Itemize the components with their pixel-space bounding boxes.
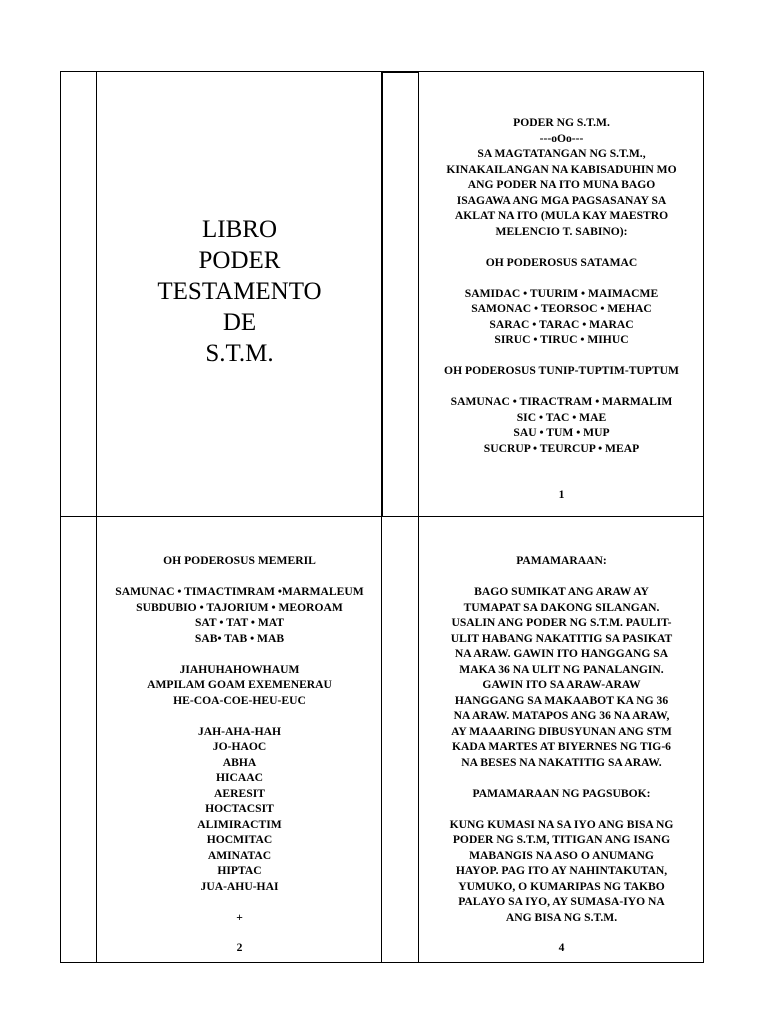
margin-rule-center-heavy (382, 71, 383, 517)
text-line: BAGO SUMIKAT ANG ARAW AY (474, 585, 649, 598)
title-panel (97, 214, 382, 369)
text-line: SUBDUBIO • TAJORIUM • MEOROAM (136, 600, 343, 614)
title-line: LIBRO (202, 216, 277, 243)
page-4-panel (419, 553, 704, 925)
title-line: S.T.M. (205, 340, 274, 367)
middle-rule (60, 516, 704, 517)
text-line: HAYOP. PAG ITO AY NAHINTAKUTAN, (455, 864, 668, 877)
text-line: ABHA (222, 755, 257, 769)
page-number-1: 1 (558, 488, 565, 501)
text-line: HANGGANG SA MAKAABOT KA NG 36 (454, 693, 669, 707)
text-line: HOCTACSIT (205, 802, 274, 815)
text-line: JUA-AHU-HAI (200, 879, 279, 893)
text-line: ULIT HABANG NAKATITIG SA PASIKAT (450, 631, 673, 645)
text-line: PALAYO SA IYO, AY SUMASA-IYO NA (458, 895, 665, 908)
text-line: NA ARAW. MATAPOS ANG 36 NA ARAW, (453, 709, 670, 722)
text-line: KADA MARTES AT BIYERNES NG TIG-6 (452, 740, 671, 753)
text-line: ANG PODER NA ITO MUNA BAGO (467, 178, 656, 191)
text-line: SAMUNAC • TIRACTRAM • MARMALIM (450, 395, 673, 408)
text-line: OH PODEROSUS MEMERIL (163, 554, 316, 567)
text-line: TUMAPAT SA DAKONG SILANGAN. (463, 600, 660, 614)
text-line: USALIN ANG PODER NG S.T.M. PAULIT- (451, 616, 672, 629)
text-line: ISAGAWA ANG MGA PAGSASANAY SA (456, 193, 667, 207)
text-line: KINAKAILANGAN NA KABISADUHIN MO (446, 162, 677, 176)
text-line: SAT • TAT • MAT (194, 616, 285, 629)
text-line: AMINATAC (207, 848, 272, 862)
text-line: SAMUNAC • TIMACTIMRAM •MARMALEUM (115, 585, 364, 598)
text-line: AY MAAARING DIBUSYUNAN ANG STM (451, 724, 672, 738)
text-line: SA MAGTATANGAN NG S.T.M., (477, 147, 646, 160)
text-line: GAWIN ITO SA ARAW-ARAW (482, 678, 641, 691)
text-line: JIAHUHAHOWHAUM (179, 662, 300, 676)
cross-mark: + (236, 910, 243, 924)
text-line: PAMAMARAAN: (516, 554, 607, 567)
title-line: PODER (198, 247, 281, 274)
text-line: SAU • TUM • MUP (513, 426, 610, 439)
text-line: PODER NG S.T.M. (513, 116, 610, 129)
text-line: HICAAC (215, 771, 264, 784)
text-line: MAKA 36 NA ULIT NG PANALANGIN. (459, 662, 664, 676)
page-number-2: 2 (236, 941, 243, 954)
page-number-4: 4 (558, 941, 565, 954)
text-line: ANG BISA NG S.T.M. (505, 910, 618, 924)
text-line: PAMAMARAAN NG PAGSUBOK: (472, 786, 651, 800)
text-line: PODER NG S.T.M, TITIGAN ANG ISANG (452, 833, 671, 846)
page-2-panel (97, 553, 382, 925)
text-line: AMPILAM GOAM EXEMENERAU (147, 678, 332, 691)
title-line: DE (222, 309, 257, 336)
text-line: JO-HAOC (212, 740, 267, 753)
text-line: HIPTAC (217, 864, 262, 877)
text-line: HOCMITAC (206, 833, 273, 846)
text-line: SIC • TAC • MAE (516, 410, 607, 424)
text-line: MELENCIO T. SABINO): (495, 224, 628, 238)
text-line: JAH-AHA-HAH (197, 724, 282, 738)
text-line: OH PODEROSUS SATAMAC (485, 255, 638, 269)
top-rule-center (381, 71, 419, 73)
text-line: KUNG KUMASI NA SA IYO ANG BISA NG (449, 817, 674, 831)
text-line: YUMUKO, O KUMARIPAS NG TAKBO (458, 879, 665, 893)
text-line: OH PODEROSUS TUNIP-TUPTIM-TUPTUM (444, 364, 679, 377)
text-line: NA ARAW. GAWIN ITO HANGGANG SA (454, 647, 669, 660)
text-line: NA BESES NA NAKATITIG SA ARAW. (461, 755, 662, 769)
text-line: AKLAT NA ITO (MULA KAY MAESTRO (454, 209, 669, 222)
text-line: SARAC • TARAC • MARAC (489, 317, 634, 331)
text-line: SAMIDAC • TUURIM • MAIMACME (464, 286, 659, 300)
text-line: SAMONAC • TEORSOC • MEHAC (471, 302, 652, 315)
text-line: ALIMIRACTIM (197, 817, 282, 831)
text-line: SIRUC • TIRUC • MIHUC (494, 333, 629, 346)
text-line: HE-COA-COE-HEU-EUC (173, 693, 306, 707)
text-line: SAB• TAB • MAB (194, 631, 285, 645)
text-line: AERESIT (214, 786, 265, 800)
text-line: MABANGIS NA ASO O ANUMANG (469, 848, 654, 862)
title-line: TESTAMENTO (157, 278, 322, 305)
text-line: SUCRUP • TEURCUP • MEAP (483, 441, 640, 455)
page-1-panel (419, 115, 704, 456)
text-line: ---oOo--- (539, 131, 584, 145)
